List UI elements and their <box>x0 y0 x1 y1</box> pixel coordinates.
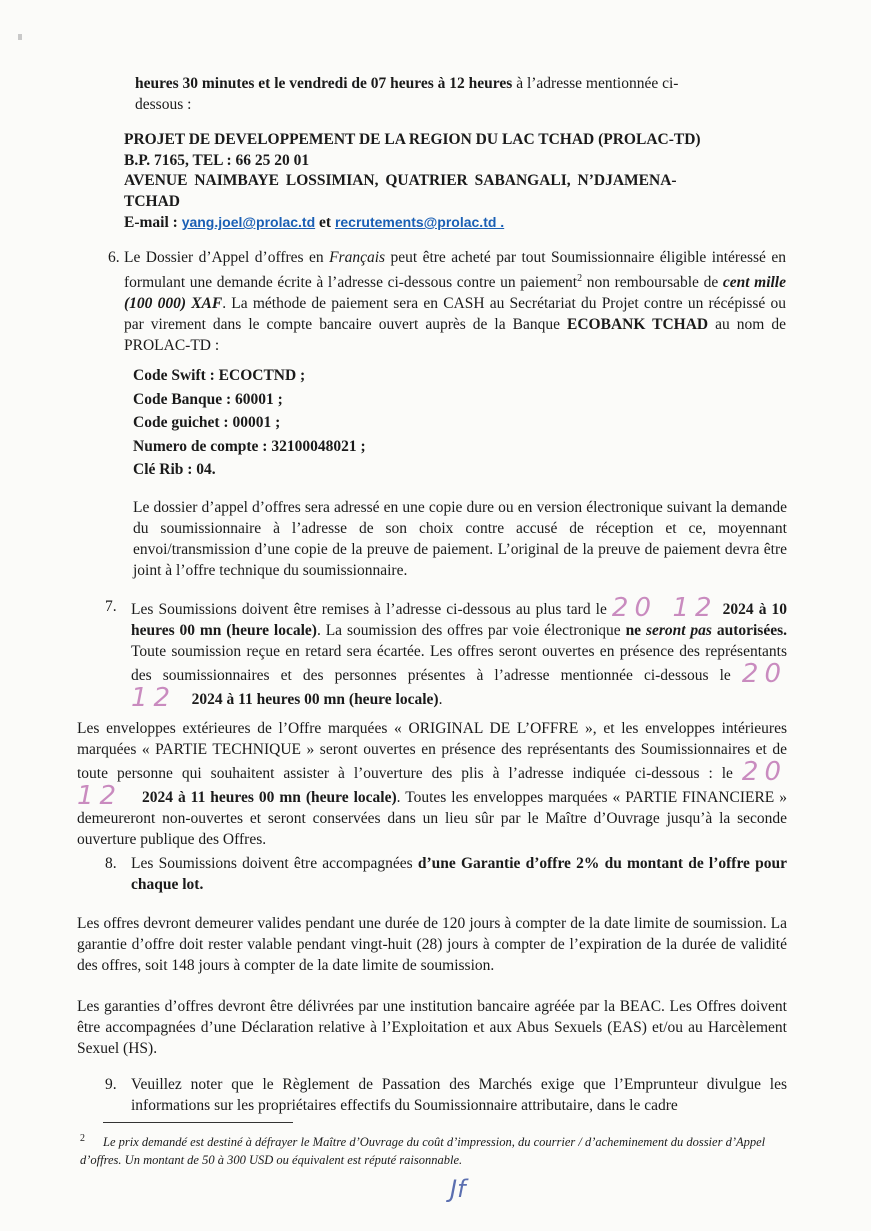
p6-text-b: peut être acheté par tout Soumissionnaire éligible intéressé en formulant une demande écrite à l’adresse ci-dessous contre un paiement <box>124 249 786 292</box>
p7b-text-a: Les enveloppes extérieures de l’Offre marquées « ORIGINAL DE L’OFFRE », et les enveloppes intérieures marquées « PARTIE TECHNIQUE » seront ouvertes en présence des représentants des Soumissionnaires et de toute personne qui souhaitent assister à l’ouverture des plis à l’adresse indiquée ci-dessous : le <box>77 720 787 782</box>
p7-text-f: . <box>438 691 443 708</box>
paragraph-7 <box>131 593 788 713</box>
p6-amount: cent mille (100 000) XAF <box>124 274 786 313</box>
signature-initials: Jf <box>450 1175 466 1203</box>
intro-paragraph <box>135 73 787 115</box>
address-email-line <box>124 212 786 234</box>
bank-account: Numero de compte : 32100048021 ; <box>133 437 366 455</box>
p6-text-d: . La méthode de paiement sera en CASH au Secrétariat du Projet contre un récépissé ou par virement dans le compte bancaire ouvert auprès de la Banque <box>124 295 787 334</box>
p6-text-a: Le Dossier d’Appel d’offres en <box>124 249 330 266</box>
item-number-8: 8. <box>105 855 117 872</box>
email-and: et <box>315 214 335 231</box>
p6-bank-name: ECOBANK TCHAD <box>567 316 709 334</box>
handwritten-date-1: 20 12 <box>611 593 718 623</box>
footnote <box>80 1130 770 1169</box>
address-org: PROJET DE DEVELOPPEMENT DE LA REGION DU LAC TCHAD (PROLAC-TD) <box>124 131 701 148</box>
p7-seront-pas: seront pas <box>645 622 712 639</box>
paragraph-7-envelopes <box>77 718 787 850</box>
bank-rib: Clé Rib : 04. <box>133 461 216 478</box>
p6-text-e: au nom de PROLAC-TD : <box>124 316 786 355</box>
p7-text-a: Les Soumissions doivent être remises à l’adresse ci-dessous au plus tard le <box>131 601 612 618</box>
paragraph-8 <box>131 853 787 895</box>
address-bp: B.P. 7165, TEL : 66 25 20 01 <box>124 151 310 169</box>
p8-text-a: Les Soumissions doivent être accompagnées <box>131 855 418 872</box>
p7b-opening: 2024 à 11 heures 00 mn (heure locale) <box>141 789 397 806</box>
scan-mark <box>18 34 22 40</box>
bank-code: Code Banque : 60001 ; <box>133 390 283 408</box>
handwritten-date-3: 20 12 <box>77 757 787 811</box>
p7-text-d: Toute soumission reçue en retard sera écartée. Les offres seront ouvertes en présence des représentants des soumissionnaires et des personnes présentes à l’adresse mentionnée ci-dessous le <box>131 643 787 684</box>
footnote-mark: 2 <box>80 1133 85 1144</box>
intro-text-2: dessous : <box>135 96 192 113</box>
paragraph-6-dossier: Le dossier d’appel d’offres sera adressé en une copie dure ou en version électronique suivant la demande du soumissionnaire à l’adresse de son choix contre accusé de réception et ce, moyennant envoi/transmission d’une copie de la preuve de paiement. L’original de la preuve de paiement devra être joint à l’offre technique du soumissionnaire. <box>133 499 787 579</box>
item-number-6: 6. <box>108 249 120 266</box>
paragraph-8-validity: Les offres devront demeurer valides pendant une durée de 120 jours à compter de la date limite de soumission. La garantie d’offre doit rester valable pendant vingt-huit (28) jours à compter de l’expiration de la durée de validité des offres, soit 148 jours à compter de la date limite de soumission. <box>77 915 787 974</box>
p7-autorisees: autorisées. <box>711 622 788 639</box>
p7b-text-c: . Toutes les enveloppes marquées « PARTIE FINANCIERE » demeureront non-ouvertes et seront conservées dans un lieu sûr par le Maître d’Ouvrage jusqu’à la seconde ouverture publique des Offres. <box>77 789 787 848</box>
paragraph-9: Veuillez noter que le Règlement de Passation des Marchés exige que l’Emprunteur divulgue les informations sur les propriétaires effectifs du Soumissionnaire attributaire, dans le cadre <box>131 1076 787 1114</box>
email-link-2[interactable]: recrutements@prolac.td . <box>334 214 505 230</box>
address-block <box>124 130 786 234</box>
p7-opening: 2024 à 11 heures 00 mn (heure locale) <box>191 691 439 708</box>
paragraph-8-bank: Les garanties d’offres devront être délivrées par une institution bancaire agréée par la BEAC. Les Offres doivent être accompagnées d’une Déclaration relative à l’Exploitation et aux Abus Sexuels (EAS) et/ou au Harcèlement Sexuel (HS). <box>77 998 787 1057</box>
intro-text: à l’adresse mentionnée ci- <box>512 75 679 92</box>
handwritten-date-2: 20 12 <box>131 659 787 713</box>
footnote-ref[interactable]: 2 <box>577 273 583 284</box>
p7-ne: ne <box>625 622 642 639</box>
item-number-7: 7. <box>105 598 117 615</box>
item-number-9: 9. <box>105 1076 117 1093</box>
paragraph-6 <box>124 247 786 356</box>
address-street: AVENUE NAIMBAYE LOSSIMIAN, QUATRIER SABANGALI, N’DJAMENA- <box>124 172 677 189</box>
email-link-1[interactable]: yang.joel@prolac.td <box>181 214 316 230</box>
p8-guarantee: d’une Garantie d’offre 2% du montant de l’offre pour chaque lot. <box>131 855 787 893</box>
bank-swift: Code Swift : ECOCTND ; <box>133 367 306 384</box>
address-city: TCHAD <box>124 192 180 210</box>
footnote-rule <box>103 1122 293 1123</box>
bank-details <box>133 364 533 482</box>
p7-deadline: 2024 à 10 heures 00 mn (heure locale) <box>131 601 788 639</box>
footnote-text: Le prix demandé est destiné à défrayer le Maître d’Ouvrage du coût d’impression, du courrier / d’acheminement du dossier d’Appel d’offres. Un montant de 50 à 300 USD ou équivalent est réputé raisonnable. <box>80 1135 766 1168</box>
p7-text-c: . La soumission des offres par voie électronique <box>316 622 626 639</box>
bank-guichet: Code guichet : 00001 ; <box>133 414 281 431</box>
p6-language: Français <box>329 249 386 266</box>
email-label: E-mail : <box>124 214 182 231</box>
p6-text-c: non remboursable de <box>582 274 723 292</box>
intro-hours: heures 30 minutes et le vendredi de 07 heures à 12 heures <box>135 75 513 92</box>
